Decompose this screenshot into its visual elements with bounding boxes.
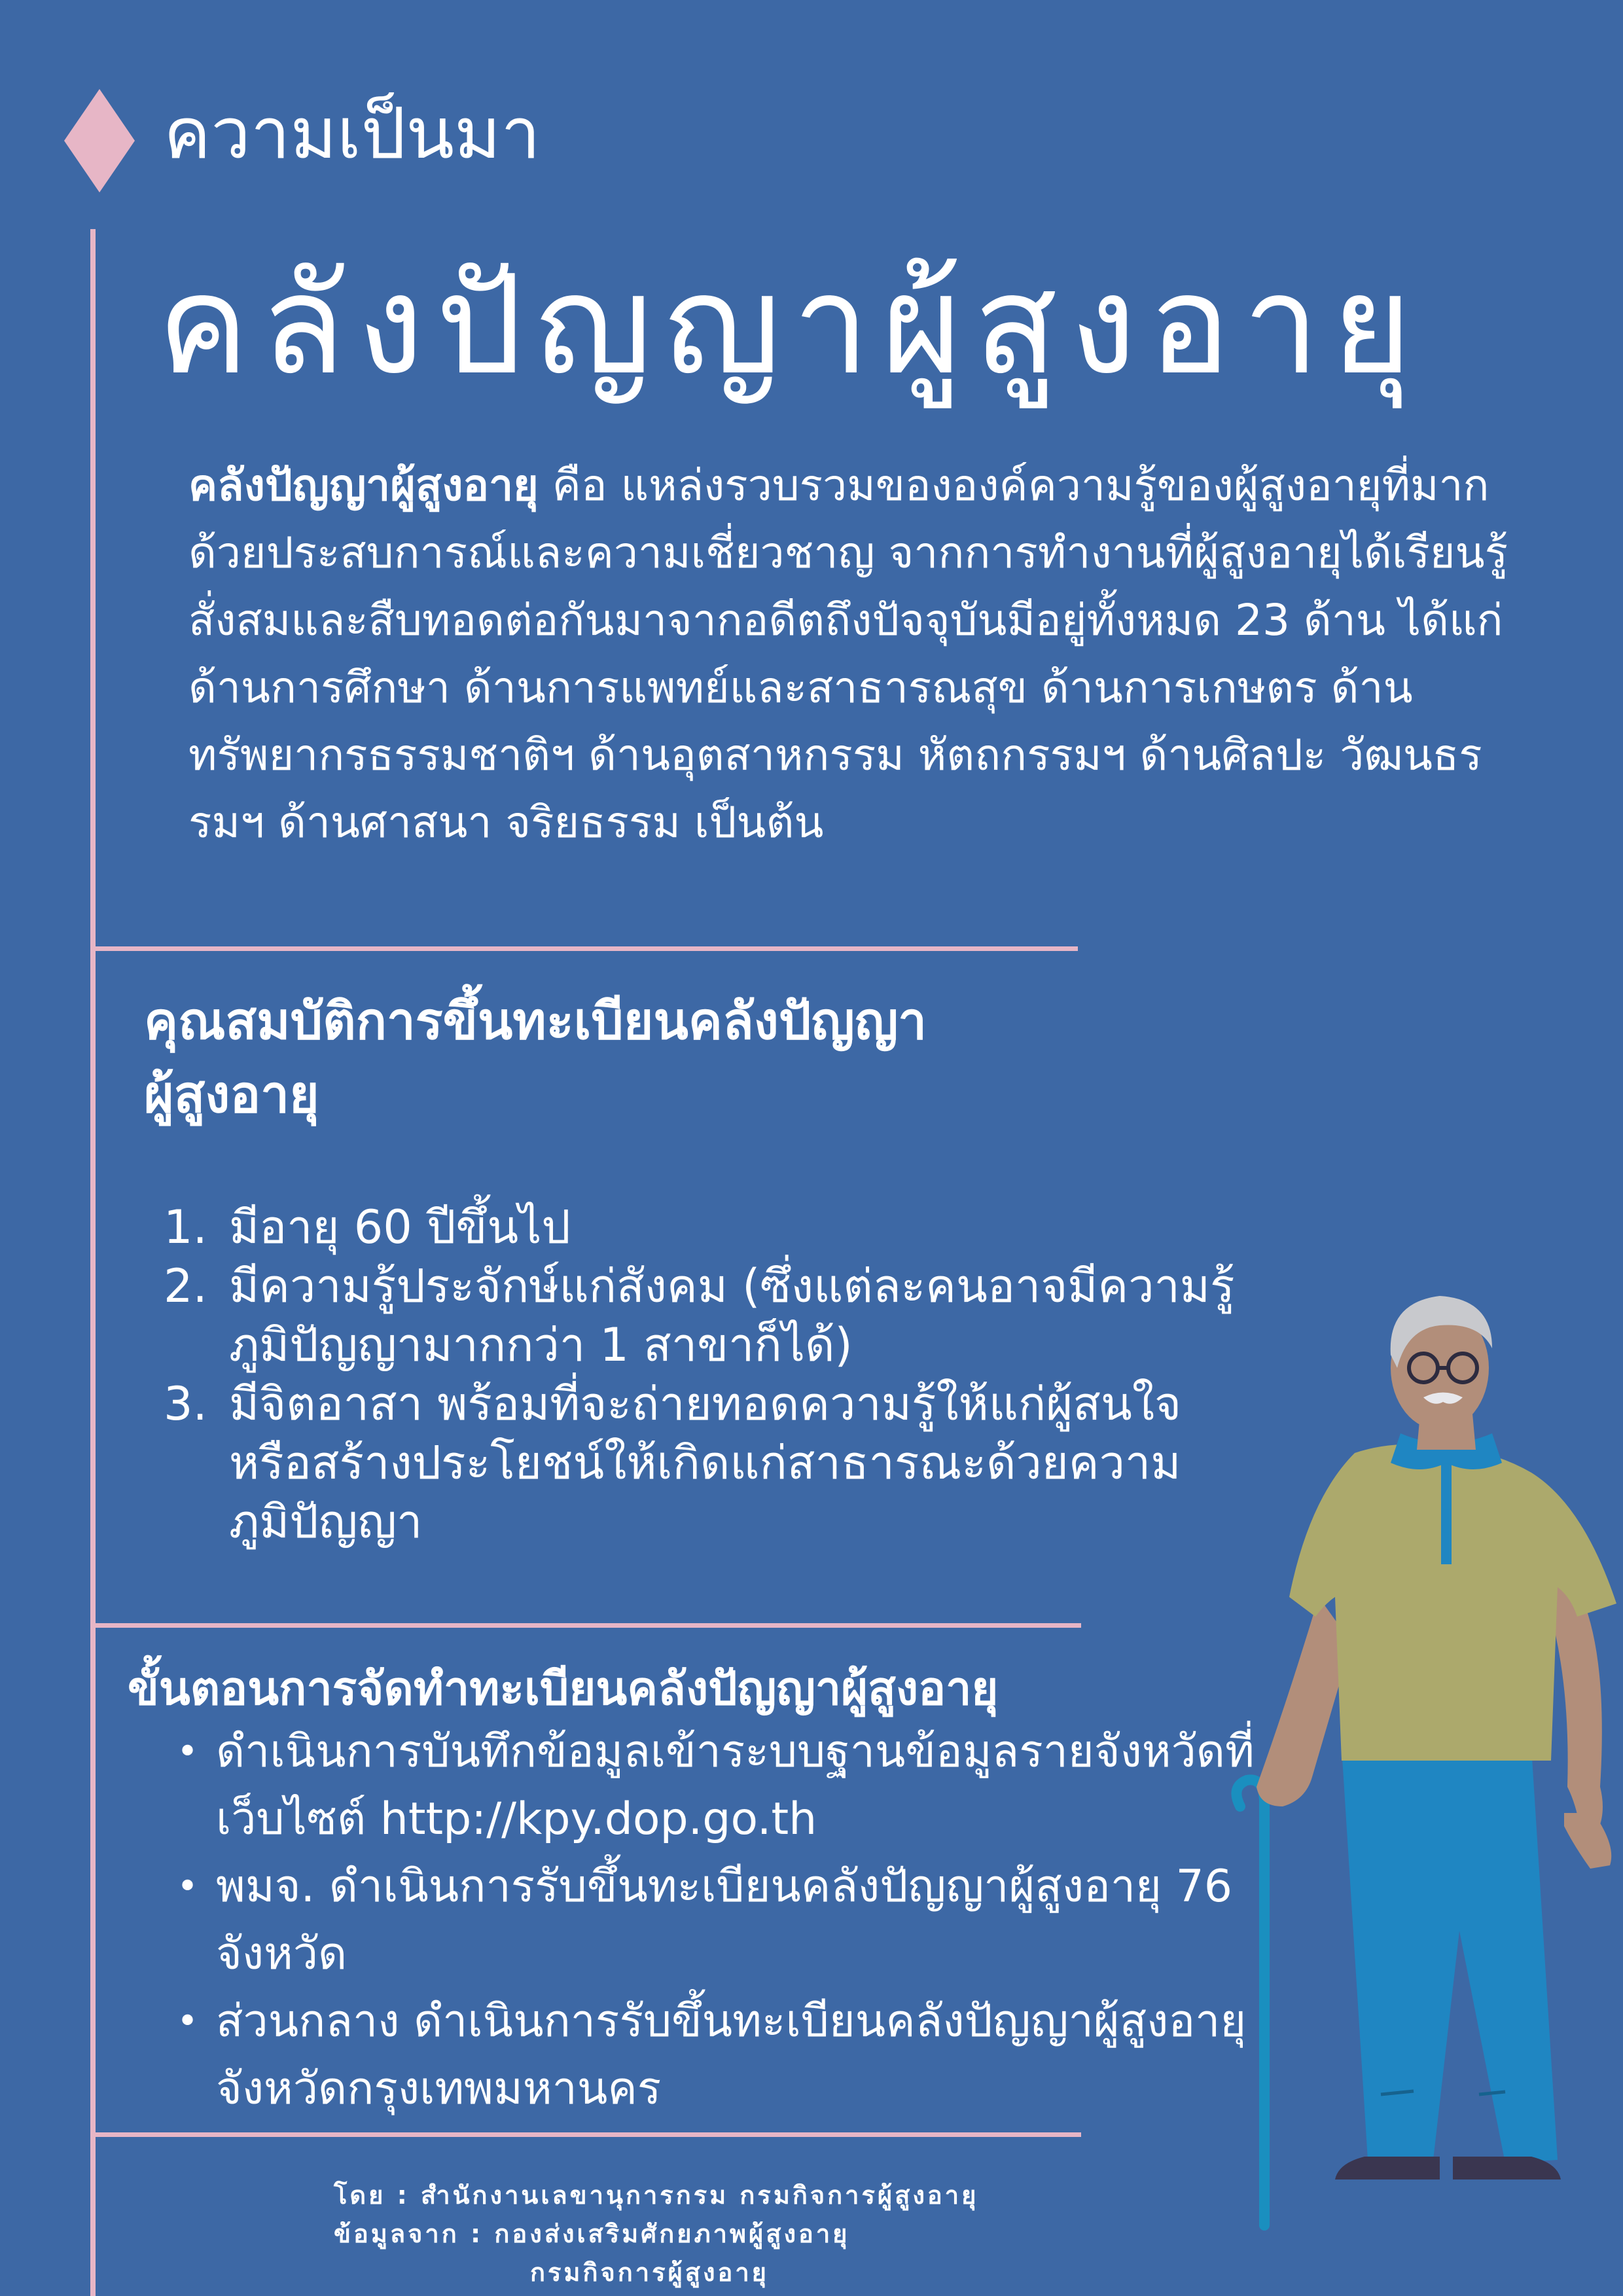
list-item-text: มีความรู้ประจักษ์แก่สังคม (ซึ่งแต่ละคนอาจมีความรู้ภูมิปัญญามากกว่า 1 สาขาก็ได้) [229, 1259, 1235, 1372]
list-item [177, 1988, 1315, 2123]
diamond-icon [64, 89, 135, 192]
footer-line: กรมกิจการผู้สูงอายุ [530, 2258, 769, 2287]
list-item [164, 1374, 1250, 1551]
list-item-text: มีจิตอาสา พร้อมที่จะถ่ายทอดความรู้ให้แก่ผู้สนใจหรือสร้างประโยชน์ให้เกิดแก่สาธารณะด้วยความภูมิปัญญา [229, 1377, 1182, 1549]
list-item [164, 1257, 1289, 1374]
procedure-heading: ขั้นตอนการจัดทำทะเบียนคลังปัญญาผู้สูงอายุ [128, 1662, 999, 1715]
intro-paragraph [188, 452, 1537, 856]
page-title: คลังปัญญาผู้สูงอายุ [157, 245, 1424, 405]
list-number: 3. [164, 1377, 207, 1431]
list-item-text: พมจ. ดำเนินการรับขึ้นทะเบียนคลังปัญญาผู้สูงอายุ 76 จังหวัด [216, 1861, 1233, 1980]
qualifications-heading-line1: คุณสมบัติการขึ้นทะเบียนคลังปัญญา [144, 992, 927, 1051]
section-divider [93, 1623, 1081, 1628]
list-item-text: มีอายุ 60 ปีขึ้นไป [229, 1200, 571, 1254]
list-item-text: ดำเนินการบันทึกข้อมูลเข้าระบบฐานข้อมูลรายจังหวัดที่เว็บไซต์ http://kpy.dop.go.th [216, 1726, 1255, 1845]
footer-line: ข้อมูลจาก : กองส่งเสริมศักยภาพผู้สูงอายุ [334, 2219, 850, 2248]
bullet: • [177, 1731, 199, 1773]
intro-term: คลังปัญญาผู้สูงอายุ [188, 460, 539, 511]
section-subtitle: ความเป็นมา [164, 93, 541, 175]
section-divider [93, 2132, 1081, 2137]
list-number: 2. [164, 1259, 207, 1313]
bullet: • [177, 1865, 199, 1908]
elderly-man-illustration [1165, 1289, 1623, 2232]
qualifications-list [164, 1198, 1309, 1551]
timeline-vertical-line [90, 229, 96, 2296]
list-item-text: ส่วนกลาง ดำเนินการรับขึ้นทะเบียนคลังปัญญาผู้สูงอายุจังหวัดกรุงเทพมหานคร [216, 1996, 1247, 2115]
section-divider [93, 946, 1078, 951]
qualifications-heading-line2: ผู้สูงอายุ [144, 1066, 319, 1124]
bullet: • [177, 2000, 199, 2043]
list-item [164, 1198, 1309, 1257]
qualifications-heading [144, 985, 927, 1132]
intro-text: คือ แหล่งรวบรวมขององค์ความรู้ของผู้สูงอายุที่มากด้วยประสบการณ์และความเชี่ยวชาญ จากการทำงานที่ผู้สูงอายุได้เรียนรู้สั่งสมและสืบทอดต่อกันมาจากอดีตถึงปัจจุบันมีอยู่ทั้งหมด 23 ด้าน ได้แก่ ด้านการศึกษา ด้านการแพทย์และสาธารณสุข ด้านการเกษตร ด้านทรัพยากรธรรมชาติฯ ด้านอุตสาหกรรม หัตถกรรมฯ ด้านศิลปะ วัฒนธรรมฯ ด้านศาสนา จริยธรรม เป็นต้น [188, 460, 1508, 848]
footer-line: โดย : สำนักงานเลขานุการกรม กรมกิจการผู้สูงอายุ [334, 2181, 979, 2210]
footer-credit [334, 2176, 978, 2292]
list-number: 1. [164, 1200, 207, 1254]
